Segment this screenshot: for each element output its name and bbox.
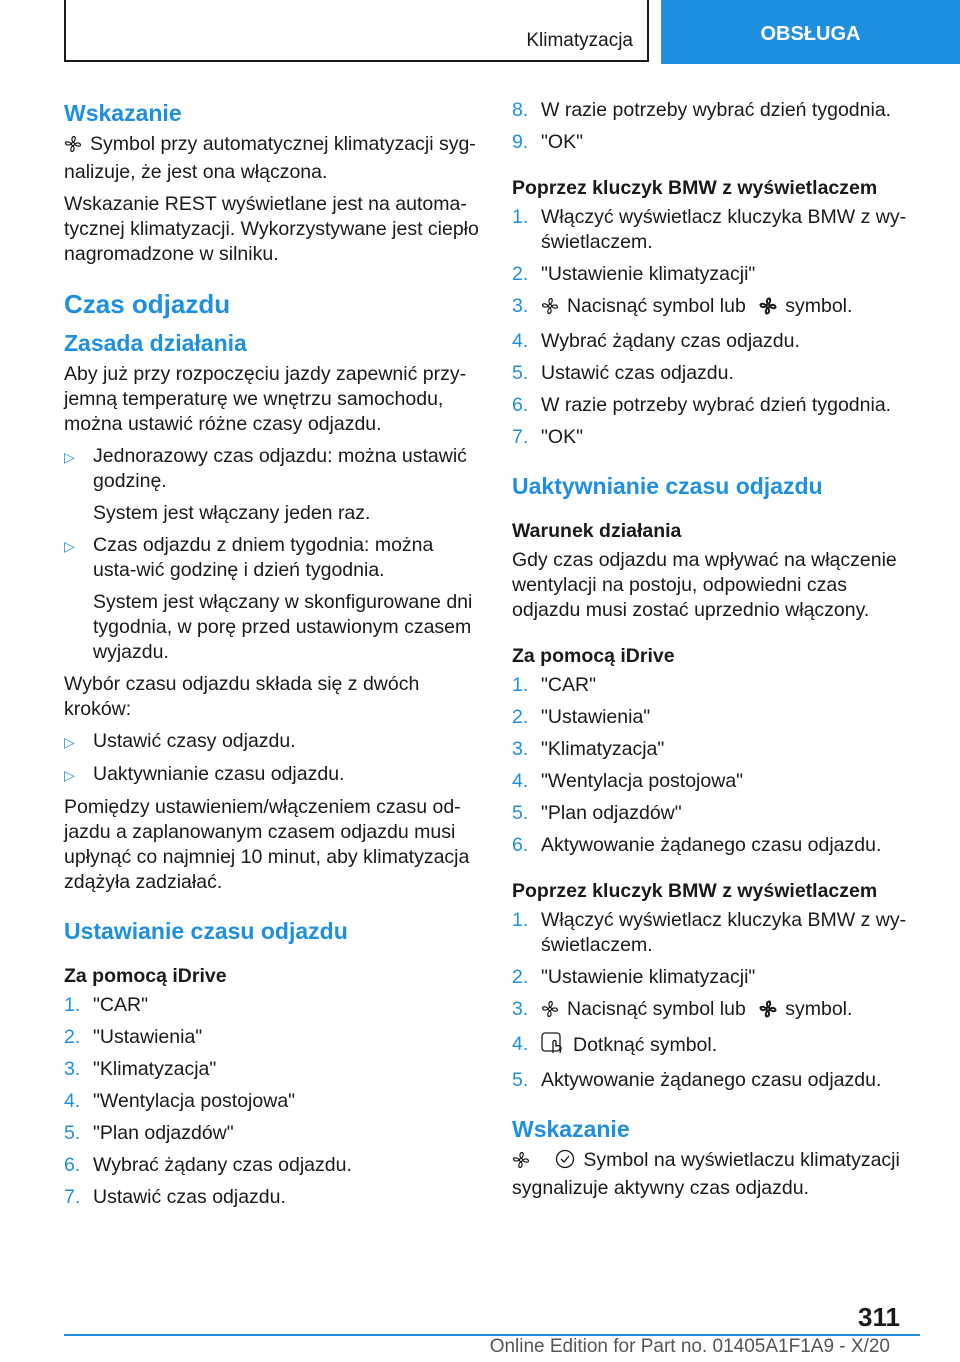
note-heading: Wskazanie [64, 100, 182, 126]
condition-paragraph: Gdy czas odjazdu ma wpływać na włączenie wentylacji na postoju, odpowiedni czas odjazdu musi zostać uprzednio włączony. [512, 549, 897, 621]
idrive-steps [64, 993, 482, 1210]
list-item: 2. "Ustawienie klimatyzacji" [512, 263, 756, 285]
note-paragraph-rest: Wskazanie REST wyświetlane jest na automa-tycznej klimatyzacji. Wykorzystywane jest ciepło nagromadzone w silniku. [64, 193, 479, 265]
bullet-list-steps [64, 729, 482, 788]
idrive-steps [512, 673, 912, 858]
list-item: ▷ Jednorazowy czas odjazdu: można ustawić godzinę. [64, 445, 467, 492]
idrive-heading: Za pomocą iDrive [64, 965, 227, 987]
list-item: 1. Włączyć wyświetlacz kluczyka BMW z wy-świetlaczem. [512, 909, 907, 956]
list-item: 8. W razie potrzeby wybrać dzień tygodnia. [512, 99, 892, 121]
list-item: 3. Nacisnąć symbol lub symbol. [512, 294, 912, 322]
list-item: 2. "Ustawienia" [512, 706, 651, 728]
section-heading-departure: Czas odjazdu [64, 289, 231, 319]
list-item: 6. W razie potrzeby wybrać dzień tygodnia. [512, 394, 892, 416]
header-frame [64, 0, 649, 62]
list-item: ▷ Czas odjazdu z dniem tygodnia: można usta-wić godzinę i dzień tygodnia. [64, 534, 434, 581]
left-column [64, 98, 482, 1217]
principle-paragraph: Aby już przy rozpoczęciu jazdy zapewnić przy-jemną temperaturę we wnętrzu samochodu, można ustawić różne czasy odjazdu. [64, 363, 467, 435]
list-item: 5. Ustawić czas odjazdu. [512, 362, 734, 384]
list-item: 1. Włączyć wyświetlacz kluczyka BMW z wy-świetlaczem. [512, 206, 907, 253]
note-paragraph [64, 132, 482, 185]
list-item: 5. "Plan odjazdów" [512, 802, 682, 824]
page-number: 311 [858, 1302, 900, 1332]
touch-icon [541, 1032, 565, 1061]
subheading-setting: Ustawianie czasu odjazdu [64, 918, 348, 944]
list-item: 4. Wybrać żądany czas odjazdu. [512, 330, 800, 352]
list-item: 4. "Wentylacja postojowa" [64, 1090, 296, 1112]
key-heading: Poprzez kluczyk BMW z wyświetlaczem [512, 880, 878, 902]
list-item: ▷ Ustawić czasy odjazdu. [64, 729, 482, 755]
list-item: 9. "OK" [512, 131, 584, 153]
note-text: Symbol przy automatycznej klimatyzacji syg-nalizuje, że jest ona włączona. [64, 133, 476, 183]
choice-paragraph: Wybór czasu odjazdu składa się z dwóch kroków: [64, 673, 420, 720]
list-item: 4. "Wentylacja postojowa" [512, 770, 744, 792]
list-item: 3. Nacisnąć symbol lub symbol. [512, 997, 912, 1025]
fan-bold-icon [759, 1000, 777, 1025]
list-item-sub: System jest włączany w skonfigurowane dni tygodnia, w porę przed ustawionym czasem wyjazdu. [93, 591, 473, 663]
fan-icon [64, 135, 82, 160]
list-item: 6. Wybrać żądany czas odjazdu. [64, 1154, 352, 1176]
page-header [64, 0, 960, 64]
fan-icon [541, 1000, 559, 1025]
clock-icon [555, 1149, 575, 1176]
list-item: 2. "Ustawienie klimatyzacji" [512, 966, 756, 988]
bullet-list-types [64, 444, 482, 665]
list-item: 5. "Plan odjazdów" [64, 1122, 234, 1144]
fan-icon [512, 1151, 530, 1176]
key-heading: Poprzez kluczyk BMW z wyświetlaczem [512, 177, 878, 199]
triangle-bullet-icon: ▷ [64, 734, 75, 750]
triangle-bullet-icon: ▷ [64, 449, 75, 465]
triangle-bullet-icon: ▷ [64, 538, 75, 554]
fan-bold-icon [759, 297, 777, 322]
fan-icon [541, 297, 559, 322]
right-column [512, 98, 912, 1208]
triangle-bullet-icon: ▷ [64, 767, 75, 783]
edition-text: Online Edition for Part no. 01405A1F1A9 - X/20 [489, 1336, 890, 1357]
list-item: 7. "OK" [512, 426, 584, 448]
key-steps [512, 908, 912, 1093]
continued-steps [512, 98, 912, 155]
list-item: 5. Aktywowanie żądanego czasu odjazdu. [512, 1069, 882, 1091]
list-item-sub: System jest włączany jeden raz. [93, 502, 371, 524]
subheading-activate: Uaktywnianie czasu odjazdu [512, 473, 823, 499]
condition-heading: Warunek działania [512, 520, 682, 542]
list-item: 3. "Klimatyzacja" [512, 738, 665, 760]
list-item: 2. "Ustawienia" [64, 1026, 203, 1048]
section-tab: OBSŁUGA [661, 0, 960, 64]
list-item: ▷ Uaktywnianie czasu odjazdu. [64, 762, 482, 788]
subheading-principle: Zasada działania [64, 330, 247, 356]
chapter-title: Klimatyzacja [526, 30, 633, 51]
key-steps [512, 205, 912, 450]
list-item: 4. Dotknąć symbol. [512, 1032, 912, 1061]
idrive-heading: Za pomocą iDrive [512, 645, 675, 667]
note-paragraph: Symbol na wyświetlaczu klimatyzacji sygnalizuje aktywny czas odjazdu. [512, 1149, 900, 1199]
list-item: 1. "CAR" [64, 994, 149, 1016]
list-item: 1. "CAR" [512, 674, 597, 696]
between-paragraph: Pomiędzy ustawieniem/włączeniem czasu od-jazdu a zaplanowanym czasem odjazdu musi upłynąć co najmniej 10 minut, aby klimatyzacja zdążyła zadziałać. [64, 796, 470, 893]
list-item: 6. Aktywowanie żądanego czasu odjazdu. [512, 834, 882, 856]
list-item: 7. Ustawić czas odjazdu. [64, 1186, 286, 1208]
note-heading: Wskazanie [512, 1116, 630, 1142]
list-item: 3. "Klimatyzacja" [64, 1058, 217, 1080]
